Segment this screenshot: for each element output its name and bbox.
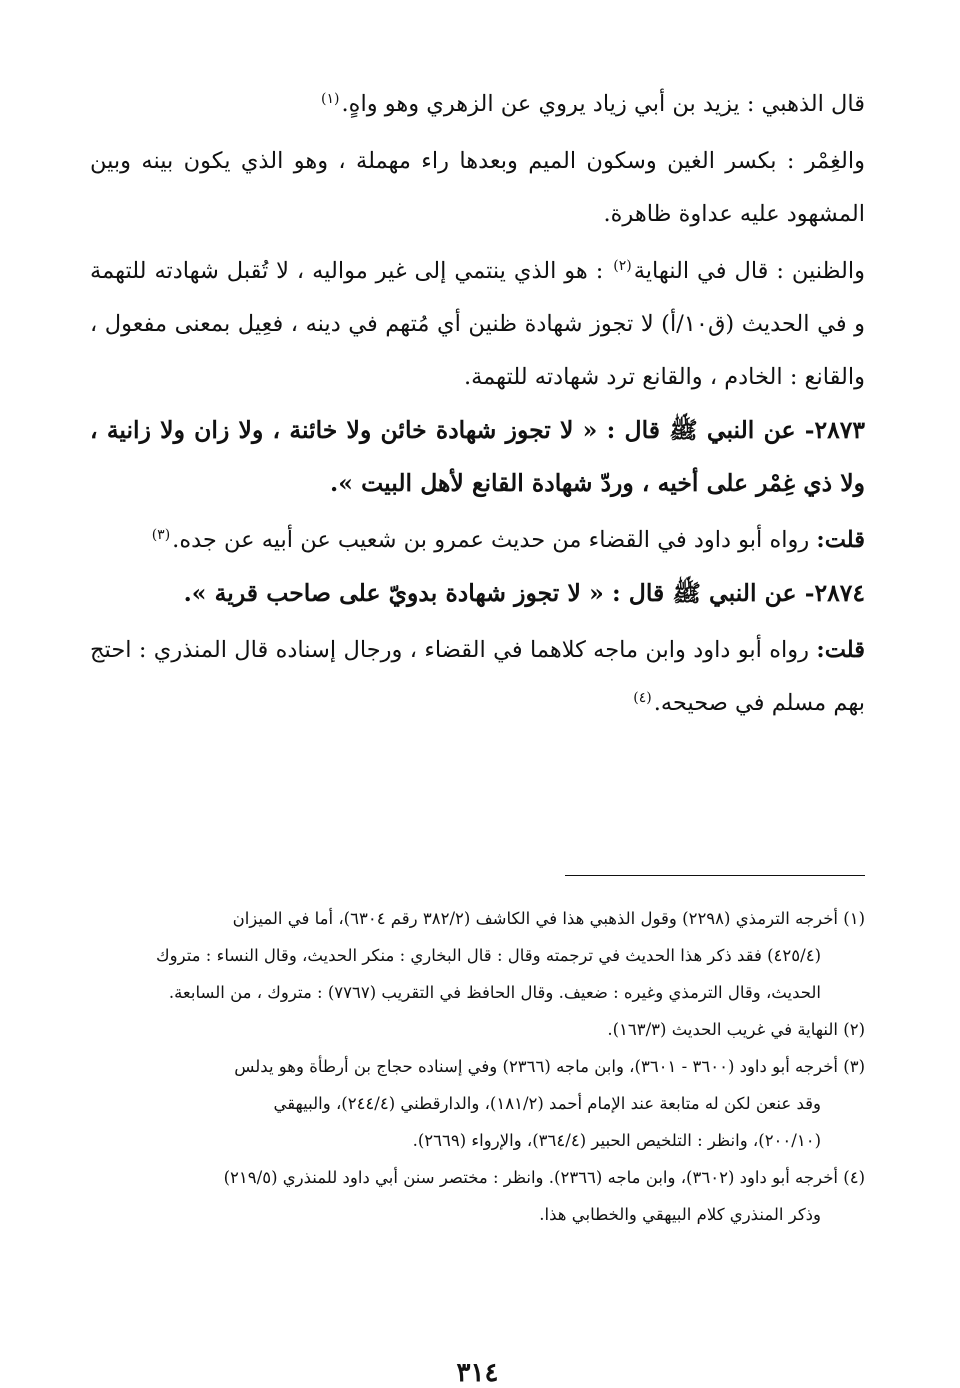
paragraph-text: والظنين : قال في النهاية	[633, 258, 865, 284]
footnote-1-line-2: (٤٢٥/٤) فقد ذكر هذا الحديث في ترجمته وقال : قال البخاري : منكر الحديث، وقال النساء : متروك	[156, 946, 821, 965]
main-text	[90, 78, 865, 730]
commentary-2873	[90, 514, 865, 567]
paragraph-text: قال الذهبي : يزيد بن أبي زياد يروي عن الزهري وهو واهٍ.	[341, 91, 865, 117]
paragraph-text: : هو الذي ينتمي إلى غير مواليه ، لا تُقبل شهادته للتهمة و في الحديث (ق١٠/أ) لا تجوز شهادة ظنين أي مُتهم في دينه ، فعِيل بمعنى مفعول ، والقانع : الخادم ، والقانع ترد شهادته للتهمة.	[90, 258, 865, 390]
footnote-marker: (١)	[321, 90, 340, 107]
footnote-1-line-3: الحديث، وقال الترمذي وغيره : ضعيف. وقال الحافظ في التقريب (٧٧٦٧) : متروك ، من السابعة.	[168, 983, 821, 1002]
page-number: ٣١٤	[456, 1358, 499, 1388]
commentary-text: رواه أبو داود في القضاء من حديث عمرو بن شعيب عن أبيه عن جده.	[172, 527, 817, 553]
footnote-4-line-2: وذكر المنذري كلام البيهقي والخطابي هذا.	[539, 1205, 821, 1224]
footnote-3: (٣) أخرجه أبو داود (٣٦٠٠ - ٣٦٠١)، وابن ماجه (٢٣٦٦) وفي إسناده حجاج بن أرطأة وهو يدلس	[234, 1057, 865, 1076]
book-page	[90, 78, 865, 1388]
paragraph-dhahabi	[90, 78, 865, 131]
footnote-separator	[565, 875, 865, 876]
commentary-2874	[90, 624, 865, 730]
footnote-marker: (٢)	[613, 257, 632, 274]
footnote-marker: (٣)	[151, 526, 171, 543]
footnotes	[90, 900, 865, 1233]
footnote-marker: (٤)	[633, 689, 652, 706]
hadith-2873: ٢٨٧٣- عن النبي ﷺ قال : « لا تجوز شهادة خائن ولا خائنة ، ولا زان ولا زانية ، ولا ذي غِمْر على أخيه ، وردّ شهادة القانع لأهل البيت ».	[90, 416, 865, 497]
footnote-1: (١) أخرجه الترمذي (٢٢٩٨) وقول الذهبي هذا في الكاشف (٣٨٢/٢ رقم ٦٣٠٤)، أما في الميزان	[232, 909, 865, 928]
qult-label: قلت:	[816, 637, 865, 663]
footnote-2: (٢) النهاية في غريب الحديث (١٦٣/٣).	[607, 1020, 865, 1039]
footnote-3-line-3: (٢٠٠/١٠)، وانظر : التلخيص الحبير (٣٦٤/٤)، والإرواء (٢٦٦٩).	[412, 1131, 821, 1150]
paragraph-zanin	[90, 245, 865, 404]
qult-label: قلت:	[816, 527, 865, 553]
commentary-text: رواه أبو داود وابن ماجه كلاهما في القضاء ، ورجال إسناده قال المنذري : احتج بهم مسلم في صحيحه.	[90, 637, 865, 716]
paragraph-ghimr: والغِمْر : بكسر الغين وسكون الميم وبعدها راء مهملة ، وهو الذي يكون بينه وبين المشهود عليه عداوة ظاهرة.	[90, 148, 865, 227]
hadith-2874: ٢٨٧٤- عن النبي ﷺ قال : « لا تجوز شهادة بدويّ على صاحب قرية ».	[183, 579, 865, 607]
footnote-3-line-2: وقد عنعن لكن له متابعة عند الإمام أحمد (١٨١/٢)، والدارقطني (٢٤٤/٤)، والبيهقي	[273, 1094, 821, 1113]
footnote-4: (٤) أخرجه أبو داود (٣٦٠٢)، وابن ماجه (٢٣٦٦). وانظر : مختصر سنن أبي داود للمنذري (٢١٩/٥)	[223, 1168, 865, 1187]
